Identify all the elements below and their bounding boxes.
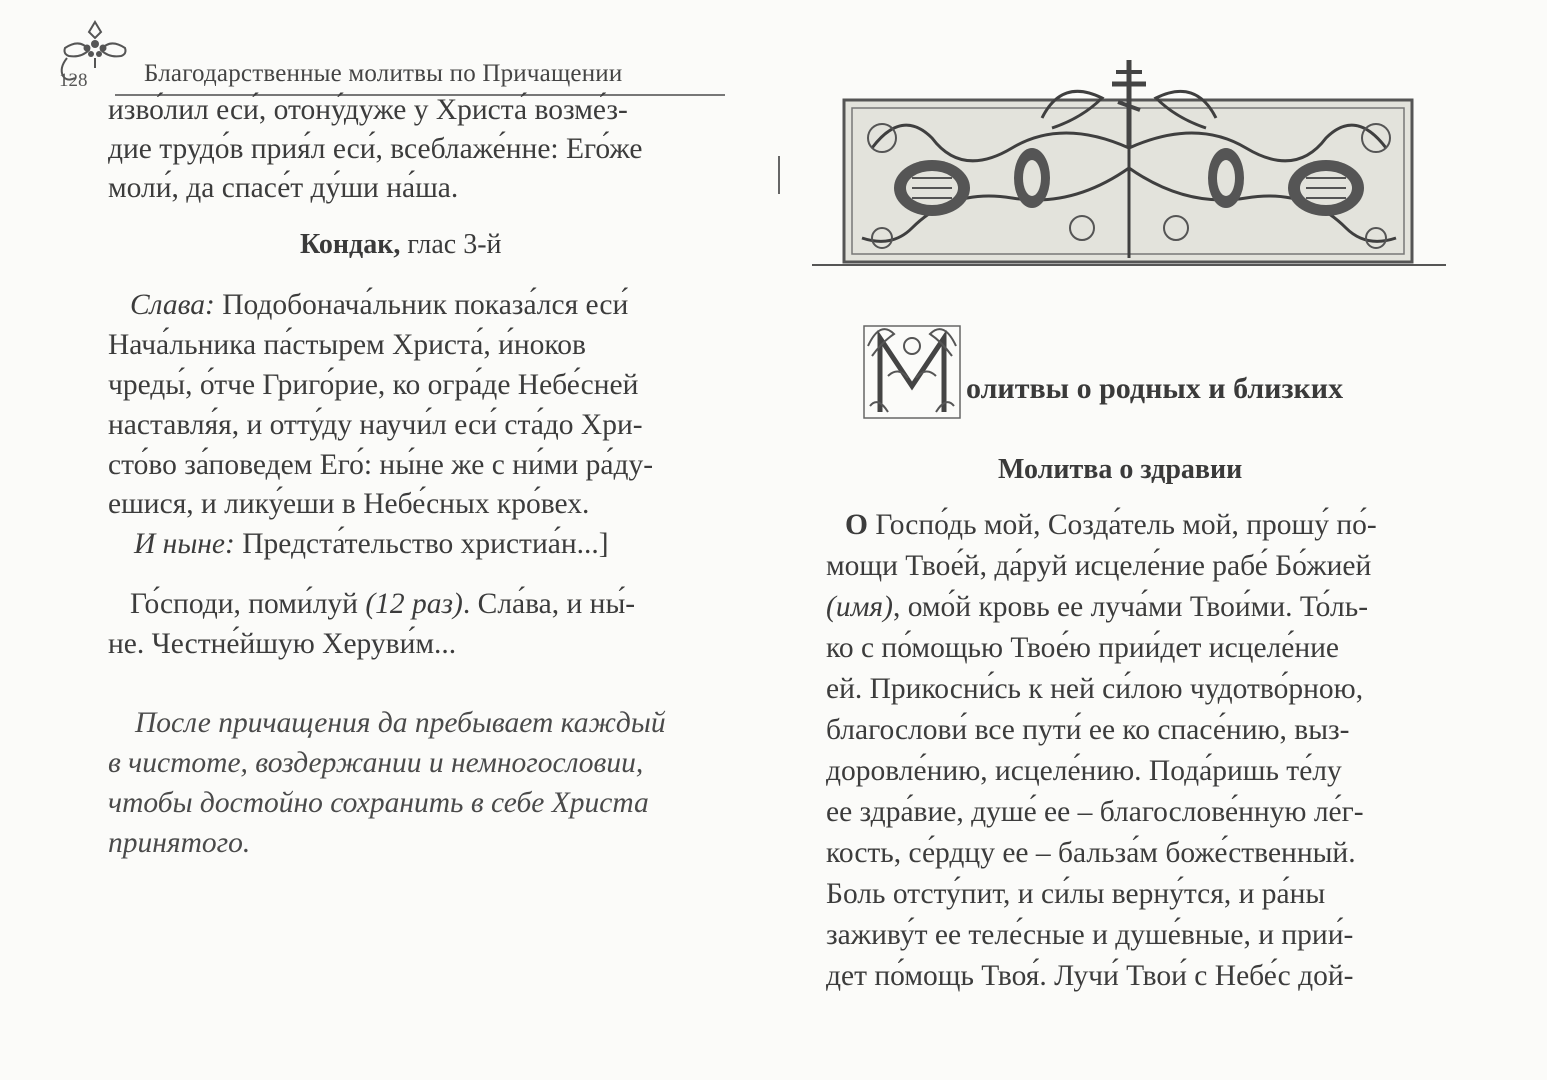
text-line: ее здра́вие, душе́ ее – благослове́нную ле́г-	[826, 796, 1364, 828]
text-line: ей. Прикосни́сь к ней си́лою чудотво́рною,	[826, 673, 1364, 705]
slava-text: Подобонача́льник показа́лся еси́	[214, 289, 629, 321]
text-line	[130, 584, 635, 624]
ornamental-initial-m	[858, 316, 966, 426]
page-number: 128	[59, 70, 88, 91]
ornamental-headpiece	[812, 58, 1446, 273]
slava-i-nyne: . Сла́ва, и ны́-	[462, 588, 636, 620]
running-head	[55, 18, 735, 91]
rubric-line: принятого.	[108, 827, 251, 859]
rubric-line: После причащения да пребывает каждый	[135, 707, 666, 739]
text-line: Нача́льника па́стырем Христа́, и́ноков	[108, 329, 586, 361]
running-head-title: Благодарственные молитвы по Причащении	[144, 60, 623, 87]
rubric-line: чтобы достойно сохранить в себе Христа	[108, 787, 649, 819]
text-line: ешися, и лику́еши в Небе́сных кро́вех.	[108, 488, 590, 520]
fold-mark	[778, 156, 780, 194]
text-line: кость, се́рдцу ее – бальза́м боже́ственный.	[826, 837, 1356, 869]
text-line: чреды́, о́тче Григо́рие, ко огра́де Небе́сней	[108, 369, 639, 401]
text-line: ко с по́мощью Твое́ю прии́дет исцеле́ние	[826, 632, 1340, 664]
text-line: благослови́ все пути́ ее ко спасе́нию, выз-	[826, 714, 1350, 746]
text-line: Боль отсту́пит, и си́лы верну́тся, и ра́ны	[826, 878, 1326, 910]
text-line: дет по́мощь Твоя́. Лучи́ Твои́ с Небе́с дой-	[826, 960, 1354, 992]
text-line	[826, 587, 1368, 627]
text-line: мощи Твое́й, да́руй исцеле́ние рабе́ Бо́жией	[826, 550, 1372, 582]
initial-letter: О	[845, 509, 868, 541]
text-line: заживу́т ее теле́сные и душе́вные, и прии́-	[826, 919, 1354, 951]
i-nyne-label: И ныне:	[134, 528, 235, 560]
section-heading: олитвы о родных и близких	[966, 372, 1344, 405]
prayer-line-text: , омо́й кровь ее луча́ми Твои́ми. То́ль-	[892, 591, 1369, 623]
text-line	[130, 285, 628, 325]
i-nyne-text: Предста́тельство христиа́н...]	[234, 528, 609, 560]
name-placeholder: (имя)	[826, 591, 893, 623]
repeat-count: (12 раз)	[365, 588, 463, 620]
rubric-line: в чистоте, воздержании и немногословии,	[108, 747, 644, 779]
text-line: дие трудо́в прия́л еси́, всеблаже́нне: Его́же	[108, 133, 643, 165]
text-line: доровле́нию, исцеле́нию. Пода́ришь те́лу	[826, 755, 1342, 787]
text-line: не. Честне́йшую Херуви́м...	[108, 628, 457, 660]
prayer-line-text: Госпо́дь мой, Созда́тель мой, прошу́ по́-	[867, 509, 1377, 541]
kondak-heading	[300, 229, 502, 261]
text-line: моли́, да спасе́т ду́ши на́ша.	[108, 172, 459, 204]
text-line: изво́лил еси́, отону́дуже у Христа́ возме́з-	[108, 94, 628, 126]
text-line	[845, 505, 1377, 545]
slava-label: Слава:	[130, 289, 215, 321]
prayer-title: Молитва о здравии	[998, 454, 1243, 485]
text-line	[134, 524, 609, 564]
gospodi-text: Го́споди, поми́луй	[130, 588, 366, 620]
kondak-tone: глас 3-й	[400, 229, 502, 260]
text-line: наставля́я, и отту́ду научи́л еси́ ста́до Хри-	[108, 409, 643, 441]
text-line: сто́во за́поведем Его́: ны́не же с ни́ми ра́ду-	[108, 449, 654, 481]
kondak-title: Кондак,	[300, 229, 401, 260]
